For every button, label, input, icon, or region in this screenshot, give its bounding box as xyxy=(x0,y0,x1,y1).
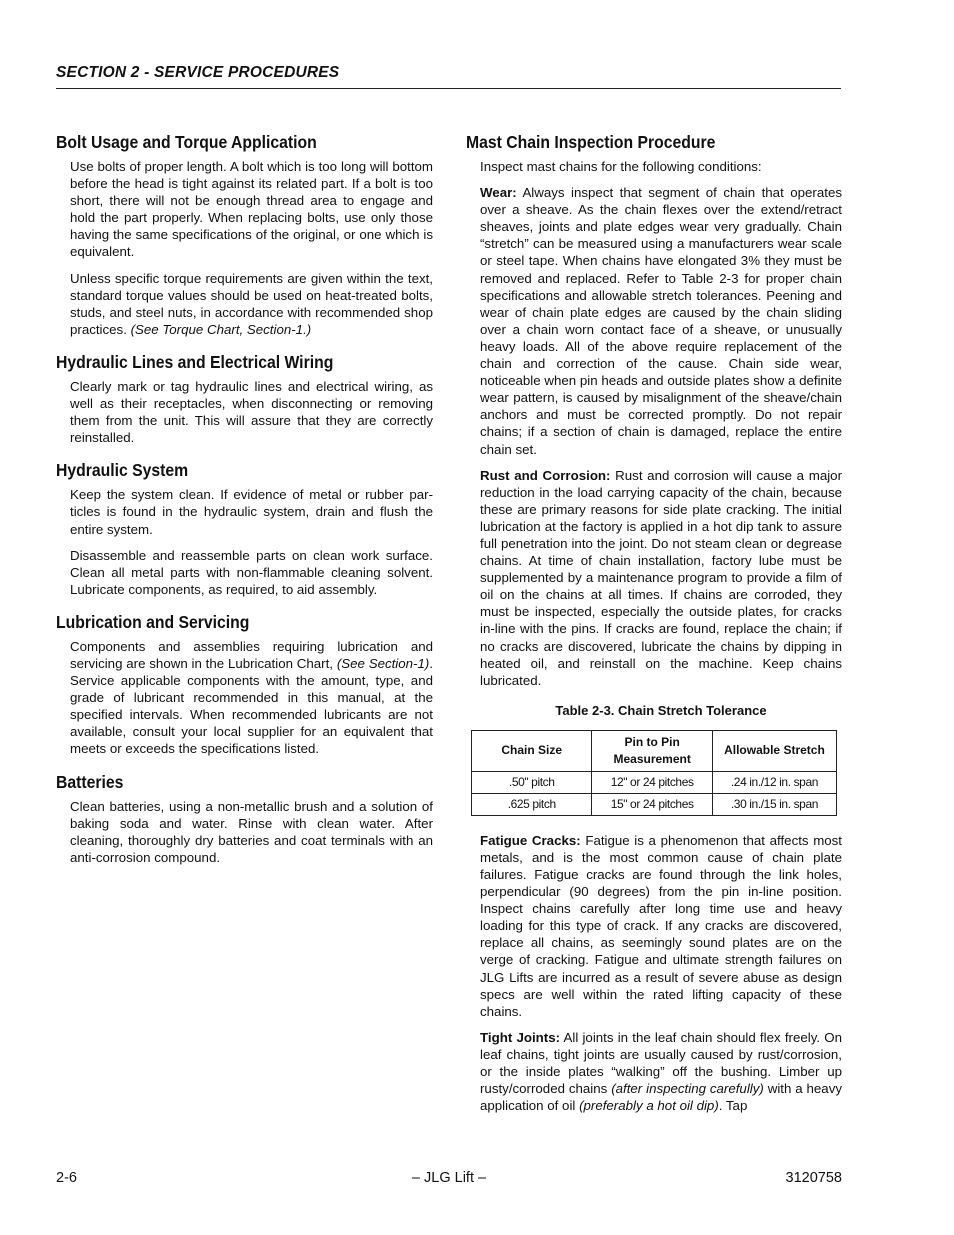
table-cell: .30 in./15 in. span xyxy=(712,793,836,815)
table-cell: .24 in./12 in. span xyxy=(712,771,836,793)
hydraulic-lines-heading: Hydraulic Lines and Electrical Wiring xyxy=(56,351,334,372)
chain-stretch-table xyxy=(471,730,837,816)
mast-chain-heading: Mast Chain Inspection Procedure xyxy=(466,132,716,152)
table-cell: 12" or 24 pitches xyxy=(592,771,712,793)
page-header xyxy=(56,64,841,89)
wear-text: Always inspect that segment of chain that operates over a sheave. As the chain flexes over the extend/retract sheaves, joints and plate edges wear very gradually. Chain “stretch” can be measured using a manufacturers wear scale or steel tape. When chains have elongated 3% they must be removed and replaced. Refer to Table 2-3 for proper chain specifications and allowable stretch tolerances. Peening and wear of chain plate edges are caused by the chain sliding over a chain worn contact face of a sheave, or unusually heavy loads. All of the above require replacement of the chain and correction of the cause. Chain side wear, noticeable when pin heads and outside plates show a definite wear pattern, is caused by misalignment of the sheave/chain anchors and must be corrected promptly. Do not repair chains; if a section of chain is damaged, replace the entire chain set. xyxy=(480,185,842,457)
col-header-chain-size: Chain Size xyxy=(472,730,592,771)
section-title: SECTION 2 - SERVICE PROCEDURES xyxy=(56,64,340,81)
tight-joints-label: Tight Joints: xyxy=(480,1029,561,1045)
page-number: 2-6 xyxy=(56,1170,77,1186)
rust-label: Rust and Corrosion: xyxy=(480,467,611,483)
lubrication-text-a: Components and assemblies requiring lubrication and servicing are shown in the Lubrication Chart, xyxy=(70,638,433,671)
lubrication-heading: Lubrication and Servicing xyxy=(56,611,250,632)
rust-paragraph xyxy=(480,467,842,689)
col-header-allowable-stretch: Allowable Stretch xyxy=(712,730,836,771)
table-header-row xyxy=(472,730,837,771)
hydraulic-system-paragraph-2: Disassemble and reassemble parts on clean work surface. Clean all metal parts with non-flammable cleaning solvent. Lubricate components, as required, to aid assembly. xyxy=(70,547,433,597)
footer-brand: – JLG Lift – xyxy=(411,1170,487,1186)
hydraulic-system-paragraph-1: Keep the system clean. If evidence of metal or rubber particles is found in the hydraulic system, drain and flush the entire system. xyxy=(70,487,433,537)
tight-joints-italic-1: (after inspecting carefully) xyxy=(611,1081,764,1097)
fatigue-label: Fatigue Cracks: xyxy=(480,832,581,848)
mast-chain-intro: Inspect mast chains for the following conditions: xyxy=(480,159,762,174)
table-cell: .50" pitch xyxy=(472,771,592,793)
fatigue-paragraph xyxy=(480,832,842,1020)
batteries-section xyxy=(56,772,433,866)
wear-label: Wear: xyxy=(480,185,517,201)
fatigue-text: Fatigue is a phenomenon that affects most metals, and is the most common cause of chain plate failures. Fatigue cracks are found through the link holes, perpendicular (90 degrees) from the pin in-line position. Inspect chains carefully after long time use and heavy loading for this type of crack. If any cracks are discovered, replace all chains, as seemingly sound plates are on the verge of cracking. Fatigue and ultimate strength failures on JLG Lifts are incurred as a result of severe abuse as design specs are well within the rated lifting capacity of these chains. xyxy=(480,832,843,1019)
right-column xyxy=(466,132,842,1123)
bolt-usage-text: Unless specific torque requirements are given within the text, standard torque values should be used on heat-treated bolts, studs, and steel nuts, in accordance with recommended shop practices. xyxy=(70,270,433,337)
tight-joints-text-b: with a heavy application of oil xyxy=(480,1081,842,1114)
hydraulic-system-heading: Hydraulic System xyxy=(56,460,189,481)
table-row xyxy=(472,793,837,815)
batteries-paragraph: Clean batteries, using a non-metallic brush and a solution of baking soda and water. Rinse with clean water. After cleaning, thoroughly dry batteries and coat terminals with an anti-corrosion compound. xyxy=(70,798,433,865)
bolt-usage-section xyxy=(56,132,433,338)
table-cell: .625 pitch xyxy=(472,793,592,815)
rust-text: Rust and corrosion will cause a major reduction in the load carrying capacity of the chain, because these are primary reasons for side plate cracking. The initial lubrication at the factory is applied in a hot dip tank to assure full penetration into the joint. Do not steam clean or degrease chains. At time of chain installation, factory lube must be supplemented by a maintenance program to provide a film of oil on the chains at all times. If chains are corroded, they must be inspected, especially the outside plates, for cracks in-line with the pins. If cracks are found, replace the chain; if no cracks are discovered, lubricate the chains by dipping in heated oil, and reinstall on the machine. Keep chains lubricated. xyxy=(480,467,842,688)
table-cell: 15" or 24 pitches xyxy=(592,793,712,815)
wear-paragraph xyxy=(480,184,842,458)
table-caption: Table 2-3. Chain Stretch Tolerance xyxy=(555,702,767,718)
bolt-usage-paragraph-2 xyxy=(70,270,433,338)
tight-joints-text-a: All joints in the leaf chain should flex freely. On leaf chains, tight joints are usually caused by rust/corrosion, or the inside plates “walking” off the bushing. Limber up rusty/corroded chains xyxy=(480,1029,842,1097)
pin-to-pin-header-text: Pin to Pin Measurement xyxy=(613,734,691,766)
document-number: 3120758 xyxy=(785,1170,842,1186)
table-row xyxy=(472,771,837,793)
lubrication-chart-reference: (See Section-1) xyxy=(336,655,430,671)
hydraulic-system-section xyxy=(56,460,433,598)
torque-chart-reference: (See Torque Chart, Section-1.) xyxy=(130,321,312,337)
lubrication-paragraph xyxy=(70,638,433,758)
hydraulic-lines-paragraph: Clearly mark or tag hydraulic lines and electrical wiring, as well as their receptacles, when disconnecting or removing them from the unit. This will assure that they are correctly reinstalled. xyxy=(70,378,433,446)
lubrication-text-b: . Service applicable components with the amount, type, and grade of lubricant recommended in this manual, at the specified intervals. When recommended lubricants are not available, consult your local supplier for an equivalent that meets or exceeds the specifications listed. xyxy=(70,655,434,757)
tight-joints-italic-2: (preferably a hot oil dip) xyxy=(579,1098,719,1114)
left-column xyxy=(56,132,433,880)
bolt-usage-heading: Bolt Usage and Torque Application xyxy=(56,132,317,152)
lubrication-section xyxy=(56,612,433,758)
batteries-heading: Batteries xyxy=(56,771,124,792)
col-header-pin-to-pin xyxy=(592,730,712,771)
tight-joints-paragraph xyxy=(480,1029,842,1114)
tight-joints-text-c: . Tap xyxy=(718,1098,748,1114)
hydraulic-lines-section xyxy=(56,352,433,446)
bolt-usage-paragraph-1: Use bolts of proper length. A bolt which is too long will bottom before the head is tight against its related part. If a bolt is too short, there will not be enough thread area to engage and hold the part properly. When replacing bolts, use only those having the same specifications of the original, or one which is equivalent. xyxy=(70,159,433,260)
